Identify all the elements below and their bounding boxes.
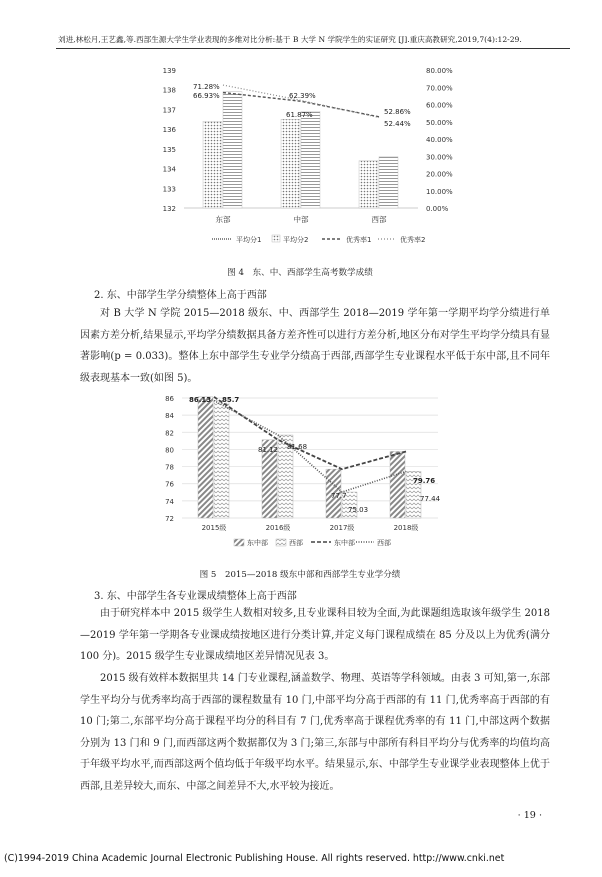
fig4-legend-4: 优秀率2 [400,236,426,244]
fig5-ytick: 86 [165,395,174,403]
fig5-legend-1: 东中部 [247,539,268,547]
fig5-legend-2: 西部 [289,539,303,547]
figure-5-chart [0,390,602,568]
fig5-ytick: 76 [165,480,174,489]
fig4-bar [203,121,222,208]
fig4-xtick: 中部 [293,215,309,224]
fig4-bar [223,92,242,208]
fig4-bar [359,161,378,208]
fig5-legend-3: 东中部 [334,539,355,547]
fig5-label-3: 81.68 [287,443,308,451]
fig5-bar [198,397,213,518]
fig5-label-2: 81.12 [258,446,279,454]
fig4-bar [379,157,398,208]
section-3-paragraph-2 [80,668,550,797]
fig5-xtick: 2018级 [393,524,419,532]
fig4-ytick-right: 70.00% [426,84,453,93]
figure-4-legend [212,235,425,244]
fig4-xtick: 西部 [371,215,387,224]
fig4-label-central-top: 62.39% [289,92,316,100]
fig4-label-west-bottom: 52.44% [384,120,411,128]
fig5-ytick: 80 [165,446,174,455]
fig4-ytick-right: 40.00% [426,136,453,144]
fig5-label-7: 77.44 [420,495,441,503]
section-3-heading: 3. 东、中部学生各专业课成绩整体上高于西部 [94,591,297,602]
fig5-xtick: 2016级 [265,524,291,532]
fig4-legend-3: 优秀率1 [346,236,372,244]
fig4-ytick-left: 137 [162,106,176,115]
fig5-ytick: 82 [165,429,174,438]
fig4-label-east-bottom: 66.93% [193,92,220,100]
fig5-label-5: 75.03 [348,506,369,514]
section-3-paragraph-1 [80,603,550,668]
figure-4-caption: 图 4 东、中、西部学生高考数学成绩 [227,268,373,278]
fig5-line-3 [214,401,406,492]
fig4-ytick-left: 135 [162,145,176,154]
fig5-label-6: 79.76 [413,477,436,485]
fig5-label-1: 85.7 [222,396,240,404]
copyright-footer: (C)1994-2019 China Academic Journal Electronic Publishing House. All rights reserved. http://www.cnki.net [4,853,505,864]
fig4-ytick-right: 30.00% [426,153,453,162]
fig5-ytick: 72 [165,515,174,523]
fig4-ytick-right: 80.00% [426,67,453,75]
figure-5-caption: 图 5 2015—2018 级东中部和西部学生专业学分绩 [199,570,401,580]
fig5-ytick: 84 [165,412,174,421]
fig4-ytick-left: 132 [162,205,176,213]
fig4-ytick-right: 60.00% [426,101,453,110]
fig5-bar [214,401,229,518]
page-number: · 19 · [517,810,542,821]
fig4-ytick-left: 139 [162,67,176,75]
fig4-label-west-top: 52.86% [384,108,411,116]
fig4-ytick-left: 134 [162,165,176,174]
section-3-paragraph-2-text: 2015 级有效样本数据里共 14 门专业课程,涵盖数学、物理、英语等学科领域。由表 3 可知,第一,东部学生平均分与优秀率均高于西部的课程数量有 10 门,中部平均分高于西部的有 11 门,优秀率高于西部的有 10 门;第二,东部平均分高于课程平均分的科目有 7 门,优秀率高于课程优秀率的有 11 门,中部这两个数据分别为 13 门和 9 门,而西部这两个数据都仅为 3 门;第三,东部与中部所有科目平均分与优秀率的均值均高于年级平均水平,而西部这两个值均低于年级平均水平。结果显示,东、中部学生专业课学业表现整体上优于西部,且差异较大,而东、中部之间差异不大,水平较为接近。 [80,673,550,792]
fig4-ytick-left: 133 [162,185,176,194]
fig5-xtick: 2015级 [201,524,227,532]
fig4-ytick-right: 0.00% [426,205,449,213]
figure-4-bars [203,92,398,208]
fig4-xtick: 东部 [215,215,231,224]
fig4-legend-1: 平均分1 [236,236,262,244]
fig5-label-4: 77.7 [331,492,347,500]
fig5-label-0: 86.13 [189,396,212,404]
fig4-bar [301,111,320,208]
figure-4-chart [0,58,602,258]
fig5-line-2 [214,397,406,469]
fig4-label-central-bottom: 61.87% [286,111,313,119]
fig4-ytick-left: 136 [162,126,176,135]
fig5-bar [390,451,405,518]
fig4-ytick-right: 20.00% [426,170,453,179]
fig4-ytick-left: 138 [162,86,176,95]
section-2-heading: 2. 东、中部学生学分绩整体上高于西部 [94,290,267,301]
fig5-xtick: 2017级 [329,524,355,532]
fig4-bar [281,119,300,208]
header-rule [56,48,570,49]
fig4-ytick-right: 10.00% [426,187,453,196]
fig4-label-east-top: 71.28% [193,83,220,91]
section-2-paragraph-text: 对 B 大学 N 学院 2015—2018 级东、中、西部学生 2018—2019 学年第一学期平均学分绩进行单因素方差分析,结果显示,平均学分绩数据具备方差齐性可以进行方差分析,地区分布对学生平均学分绩具有显著影响(p = 0.033)。整体上东中部学生专业学分绩高于西部,西部学生专业课程水平低于东中部,且不同年级表现基本一致(如图 5)。 [80,308,550,384]
section-3-paragraph-1-text: 由于研究样本中 2015 级学生人数相对较多,且专业课科目较为全面,为此课题组选取该年级学生 2018—2019 学年第一学期各专业课成绩按地区进行分类计算,并定义每门课程成绩在 85 分及以上为优秀(满分 100 分)。2015 级学生专业课成绩地区差异情况见表 3。 [80,608,550,662]
fig5-ytick: 78 [165,463,174,472]
fig5-ytick: 74 [165,497,174,506]
fig4-ytick-right: 50.00% [426,118,453,127]
fig4-legend-2: 平均分2 [283,236,309,244]
figure-5-lines [214,397,406,492]
fig5-legend-4: 西部 [377,539,391,547]
figure-5-legend [234,538,391,547]
section-2-paragraph [80,303,550,389]
running-header: 刘进,林松月,王艺鑫,等.西部生源大学生学业表现的多维对比分析:基于 B 大学 N 学院学生的实证研究 [J].重庆高教研究,2019,7(4):12-29. [58,35,522,44]
